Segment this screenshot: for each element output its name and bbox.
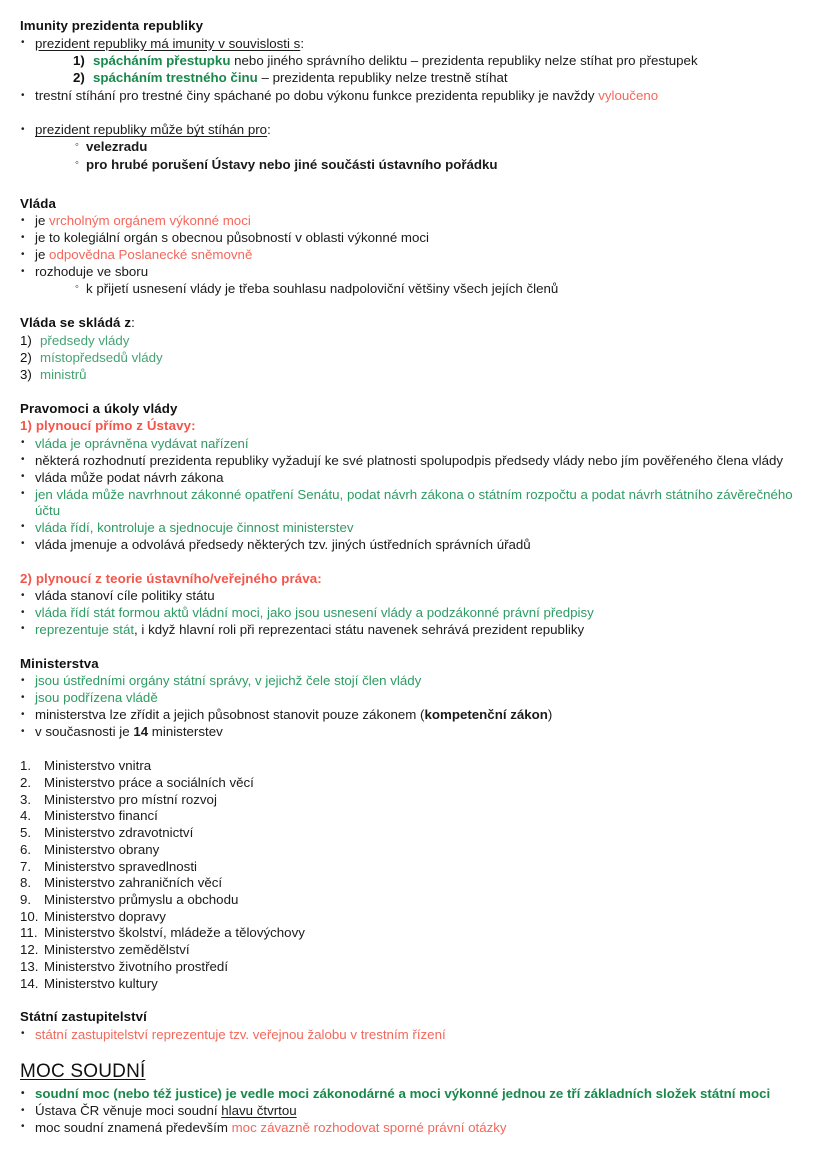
list-item: Ministerstvo dopravy bbox=[44, 908, 166, 924]
moc-soudni-item2-underline: hlavu čtvrtou bbox=[221, 1103, 297, 1118]
moc-soudni-title-text: MOC SOUDNÍ bbox=[20, 1060, 146, 1082]
pravomoci-g2-item-1: vláda stanoví cíle politiky státu bbox=[35, 588, 215, 604]
slozeni-heading-text: Vláda se skládá z bbox=[20, 315, 132, 331]
spacer bbox=[20, 554, 808, 571]
section-slozeni-vlady bbox=[20, 315, 808, 382]
list-item: Ministerstvo zemědělství bbox=[44, 942, 190, 958]
imunity-sub-2-highlight: spácháním trestného činu bbox=[93, 70, 258, 86]
list-item: ◦ velezradu bbox=[75, 139, 808, 155]
list-item bbox=[20, 1103, 808, 1119]
list-item bbox=[73, 53, 808, 69]
vlada-item-2-plain: je to kolegiální orgán s obecnou působností v oblasti výkonné moci bbox=[35, 230, 429, 246]
list-item: Ministerstvo financí bbox=[44, 808, 158, 824]
ministerstva-item-4-pre: v současnosti je bbox=[35, 724, 134, 740]
vlada-item-4-plain: rozhoduje ve sboru bbox=[35, 264, 149, 280]
list-item: Ministerstvo obrany bbox=[44, 841, 160, 857]
list-item: Ministerstvo průmyslu a obchodu bbox=[44, 892, 239, 908]
list-item: ◦ k přijetí usnesení vlády je třeba souhlasu nadpoloviční většiny všech jejích členů bbox=[75, 281, 808, 297]
section-ministerstva bbox=[20, 656, 808, 992]
section-heading-ministerstva: Ministerstva bbox=[20, 655, 99, 671]
pravomoci-g2-item-3-tail: , i když hlavní roli při reprezentaci státu navenek sehrává prezident republiky bbox=[134, 621, 585, 637]
imunity-stihani-list bbox=[20, 122, 808, 172]
ministerstva-item-3-pre: ministerstva lze zřídit a jejich působnost stanovit pouze zákonem ( bbox=[35, 707, 425, 723]
ministerstva-item-1: jsou ústředními orgány státní správy, v jejichž čele stojí člen vlády bbox=[35, 673, 422, 689]
list-item bbox=[20, 673, 808, 689]
list-item: • vláda může podat návrh zákona bbox=[20, 470, 808, 486]
list-item bbox=[20, 213, 808, 229]
section-heading-zastupitelstvi: Státní zastupitelství bbox=[20, 1009, 147, 1025]
imunity-sub-list bbox=[35, 53, 808, 87]
list-item bbox=[20, 122, 808, 172]
list-item: • státní zastupitelství reprezentuje tzv. veřejnou žalobu v trestním řízení bbox=[20, 1027, 808, 1043]
list-item: Ministerstvo zahraničních věcí bbox=[44, 875, 223, 891]
imunity-sub-2-rest: – prezidenta republiky nelze trestně stíhat bbox=[257, 70, 508, 86]
list-item: Ministerstvo zdravotnictví bbox=[44, 825, 194, 841]
list-item bbox=[20, 605, 808, 621]
slozeni-heading-colon: : bbox=[131, 315, 135, 331]
section-heading-moc-soudni bbox=[20, 1061, 808, 1083]
list-item bbox=[20, 622, 808, 638]
moc-soudni-bullet-list bbox=[20, 1086, 808, 1136]
imunity-stihani-colon: : bbox=[267, 122, 271, 138]
pravomoci-g2-item-3-colored: reprezentuje stát bbox=[35, 621, 135, 637]
imunity-bullet-list bbox=[20, 36, 808, 105]
list-item bbox=[20, 247, 808, 263]
list-item: předsedy vlády bbox=[40, 332, 130, 348]
vlada-item-3-colored: odpovědna Poslanecké sněmovně bbox=[49, 247, 253, 263]
vlada-item-3-plain: je bbox=[35, 247, 50, 263]
spacer bbox=[20, 105, 808, 122]
list-item bbox=[20, 36, 808, 87]
vlada-item-1-plain: je bbox=[35, 213, 50, 229]
imunity-bullet2-red: vyloučeno bbox=[598, 88, 659, 104]
list-item: Ministerstvo pro místní rozvoj bbox=[44, 791, 217, 807]
ministerstva-item-3-post: ) bbox=[547, 707, 553, 723]
spacer bbox=[20, 384, 808, 401]
imunity-bullet2-plain: trestní stíhání pro trestné činy spáchané po dobu výkonu funkce prezidenta republiky je navždy bbox=[35, 88, 599, 104]
pravomoci-group2-list bbox=[20, 588, 808, 638]
list-item: • vláda řídí, kontroluje a sjednocuje činnost ministerstev bbox=[20, 520, 808, 536]
list-item: ministrů bbox=[40, 366, 87, 382]
list-item bbox=[20, 230, 808, 246]
vlada-item-1-colored: vrcholným orgánem výkonné moci bbox=[49, 213, 251, 229]
list-item: Ministerstvo spravedlnosti bbox=[44, 858, 197, 874]
moc-soudni-item3-red: moc závazně rozhodovat sporné právní otázky bbox=[231, 1119, 507, 1135]
ministry-numbered-list bbox=[20, 758, 808, 992]
list-item: • některá rozhodnutí prezidenta republiky vyžadují ke své platnosti spolupodpis předsedy vlády nebo jím pověřeného člena vlády bbox=[20, 453, 808, 469]
list-item: Ministerstvo životního prostředí bbox=[44, 958, 229, 974]
list-item bbox=[20, 724, 808, 740]
list-item bbox=[20, 588, 808, 604]
section-statni-zastupitelstvi bbox=[20, 1009, 808, 1043]
vlada-bullet-list bbox=[20, 213, 808, 297]
list-item: Ministerstvo školství, mládeže a tělovýchovy bbox=[44, 925, 305, 941]
list-item bbox=[20, 88, 808, 104]
list-item bbox=[20, 264, 808, 297]
imunity-stihani-sub-list bbox=[35, 139, 808, 172]
list-item bbox=[20, 707, 808, 723]
pravomoci-group1-list bbox=[20, 436, 808, 553]
imunity-sub-1-rest: nebo jiného správního deliktu – prezidenta republiky nelze stíhat pro přestupek bbox=[230, 52, 698, 68]
list-item: místopředsedů vlády bbox=[40, 349, 163, 365]
ministerstva-item-4-post: ministerstev bbox=[148, 724, 223, 740]
pravomoci-g2-item-2: vláda řídí stát formou aktů vládní moci, jako jsou usnesení vlády a podzákonné právní předpisy bbox=[35, 605, 594, 620]
moc-soudni-item3-plain: moc soudní znamená především bbox=[35, 1119, 232, 1135]
zastupitelstvi-bullet-list bbox=[20, 1027, 808, 1043]
imunity-lead-underlined: prezident republiky má imunity v souvislosti s bbox=[35, 35, 301, 51]
vlada-sub-list bbox=[35, 281, 808, 297]
list-item: ◦ pro hrubé porušení Ústavy nebo jiné součásti ústavního pořádku bbox=[75, 157, 808, 173]
section-heading-pravomoci: Pravomoci a úkoly vlády bbox=[20, 400, 178, 416]
imunity-lead-colon: : bbox=[300, 35, 305, 51]
list-item: Ministerstvo práce a sociálních věcí bbox=[44, 774, 254, 790]
pravomoci-group1-label: 1) plynoucí přímo z Ústavy: bbox=[20, 418, 196, 434]
list-item: • vláda jmenuje a odvolává předsedy některých tzv. jiných ústředních správních úřadů bbox=[20, 537, 808, 553]
imunity-stihani-lead: prezident republiky může být stíhán pro bbox=[35, 122, 268, 138]
list-item: • vláda je oprávněna vydávat nařízení bbox=[20, 436, 808, 452]
list-item bbox=[20, 1120, 808, 1136]
pravomoci-group2-label: 2) plynoucí z teorie ústavního/veřejného práva: bbox=[20, 570, 322, 586]
spacer bbox=[20, 741, 808, 758]
slozeni-list bbox=[20, 333, 808, 383]
ministerstva-item-4-bold: 14 bbox=[133, 724, 149, 740]
spacer bbox=[20, 992, 808, 1009]
section-pravomoci-vlady bbox=[20, 401, 808, 638]
section-imunity-prezidenta bbox=[20, 18, 808, 173]
ministerstva-item-3-bold: kompetenční zákon bbox=[424, 707, 548, 723]
ministerstva-bullet-list bbox=[20, 673, 808, 740]
spacer bbox=[20, 639, 808, 656]
list-item bbox=[73, 70, 808, 86]
list-item: Ministerstvo vnitra bbox=[44, 758, 152, 774]
imunity-sub-1-highlight: spácháním přestupku bbox=[93, 52, 231, 68]
list-item: Ministerstvo kultury bbox=[44, 975, 158, 991]
section-heading-imunity: Imunity prezidenta republiky bbox=[20, 18, 204, 33]
list-item: • jen vláda může navrhnout zákonné opatření Senátu, podat návrh zákona o státním rozpočtu a podat návrh státního závěrečného účtu bbox=[20, 487, 808, 519]
section-heading-vlada: Vláda bbox=[20, 195, 56, 211]
list-item: • soudní moc (nebo též justice) je vedle moci zákonodárné a moci výkonné jednou ze tří základních složek státní moci bbox=[20, 1086, 808, 1102]
spacer bbox=[20, 174, 808, 196]
ministerstva-item-2: jsou podřízena vládě bbox=[35, 690, 158, 706]
moc-soudni-item2-plain: Ústava ČR věnuje moci soudní bbox=[35, 1103, 222, 1118]
list-item bbox=[20, 690, 808, 706]
spacer bbox=[20, 298, 808, 315]
section-moc-soudni bbox=[20, 1061, 808, 1136]
section-heading-slozeni bbox=[20, 315, 808, 331]
section-vlada bbox=[20, 196, 808, 298]
spacer bbox=[20, 1044, 808, 1061]
